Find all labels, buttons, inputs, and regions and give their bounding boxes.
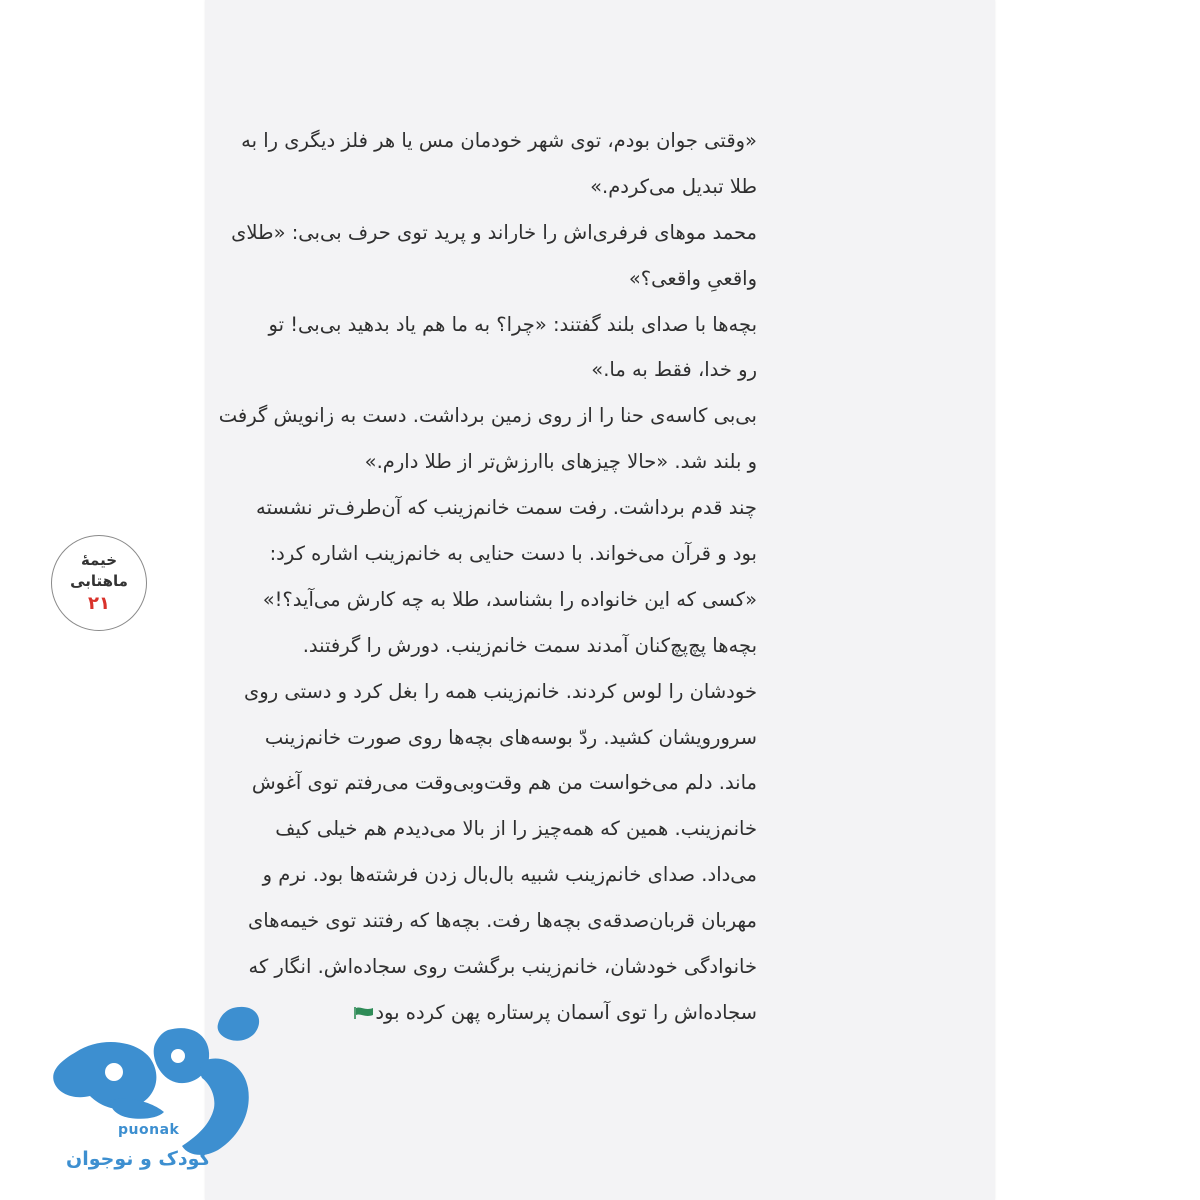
chapter-title-line2: ماهتابی [70, 572, 128, 590]
text-line: بود و قرآن می‌خواند. با دست حنایی به خانم‌زینب اشاره کرد: [269, 542, 757, 566]
chapter-title-line1: خیمهٔ [80, 551, 118, 569]
text-line: بچه‌ها پچ‌پچ‌کنان آمدند سمت خانم‌زینب. دورش را گرفتند. [302, 633, 757, 657]
page-number: ۲۱ [88, 593, 110, 614]
green-flag-icon [353, 1005, 375, 1021]
logo-english-text: puonak [118, 1122, 180, 1138]
text-line: بچه‌ها با صدای بلند گفتند: «چرا؟ به ما هم یاد بدهید بی‌بی! تو [268, 312, 757, 336]
text-line: ماند. دلم می‌خواست من هم وقت‌وبی‌وقت می‌رفتم توی آغوش [251, 771, 757, 795]
text-line: واقعیِ واقعی؟» [628, 266, 757, 290]
text-line: می‌داد. صدای خانم‌زینب شبیه بال‌بال زدن فرشته‌ها بود. نرم و [262, 863, 757, 887]
puonak-logo-mark [18, 1000, 278, 1200]
text-line: محمد موهای فرفری‌اش را خاراند و پرید توی حرف بی‌بی: «طلای [231, 220, 757, 244]
text-line: طلا تبدیل می‌کردم.» [590, 174, 757, 198]
text-line: چند قدم برداشت. رفت سمت خانم‌زینب که آن‌طرف‌تر نشسته [255, 496, 757, 520]
text-line: بی‌بی کاسه‌ی حنا را از روی زمین برداشت. دست به زانویش گرفت [218, 404, 757, 428]
logo-persian-text: کودک و نوجوان [66, 1148, 211, 1170]
text-line: و بلند شد. «حالا چیزهای باارزش‌تر از طلا دارم.» [364, 450, 757, 474]
text-line: مهربان قربان‌صدقه‌ی بچه‌ها رفت. بچه‌ها که رفتند توی خیمه‌های [248, 909, 757, 933]
publisher-logo [18, 1000, 278, 1200]
text-line: رو خدا، فقط به ما.» [591, 358, 757, 382]
text-line [225, 990, 757, 1036]
body-text [218, 118, 757, 1036]
text-line-content: سجاده‌اش را توی آسمان پرستاره پهن کرده بود [375, 1000, 757, 1024]
text-line: «وقتی جوان بودم، توی شهر خودمان مس یا هر فلز دیگری را به [241, 129, 757, 152]
text-line: «کسی که این خانواده را بشناسد، طلا به چه کارش می‌آید؟!» [262, 587, 757, 611]
text-line: خانوادگی خودشان، خانم‌زینب برگشت روی سجاده‌اش. انگار که [248, 955, 757, 979]
text-line: خانم‌زینب. همین که همه‌چیز را از بالا می‌دیدم هم خیلی کیف [275, 817, 757, 841]
text-line: سرورویشان کشید. ردّ بوسه‌های بچه‌ها روی صورت خانم‌زینب [264, 725, 757, 749]
text-line: خودشان را لوس کردند. خانم‌زینب همه را بغل کرد و دستی روی [244, 679, 757, 703]
chapter-badge [51, 535, 147, 631]
